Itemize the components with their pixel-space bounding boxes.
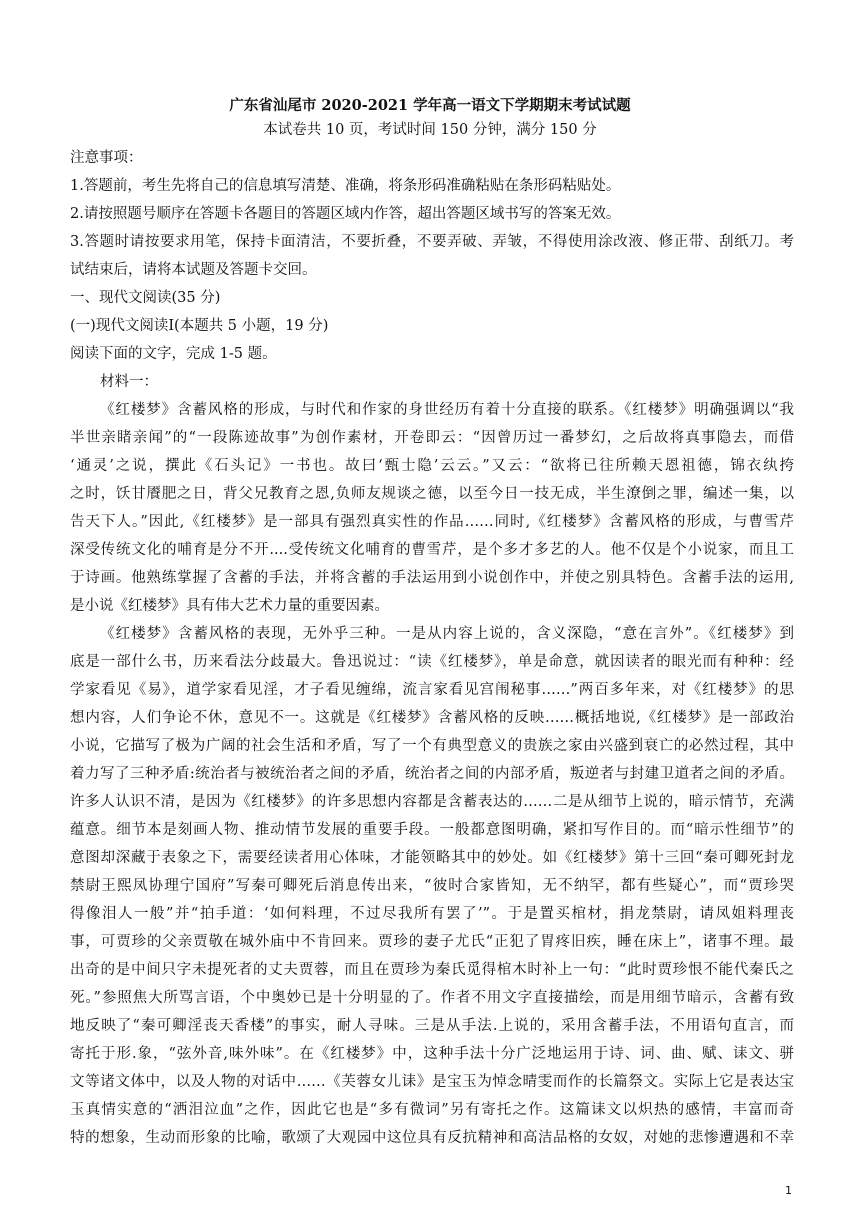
paragraph-2-line: 《红楼梦》含蓄风格的表现，无外乎三种。一是从内容上说的，含义深隐，“意在言外”。《红楼梦》到 (100, 626, 794, 642)
paragraph-2-line: 意图却深藏于表象之下，需要经读者用心体味，才能领略其中的妙处。如《红楼梦》第十三回“秦可卿死封龙 (70, 850, 794, 866)
section-heading: 一、现代文阅读(35 分) (70, 290, 221, 306)
paragraph-2-line: 小说，它描写了极为广阔的社会生活和矛盾，写了一个有典型意义的贵族之家由兴盛到衰亡的必然过程，其中 (70, 738, 794, 754)
paragraph-2-line: 蕴意。细节本是刻画人物、推动情节发展的重要手段。一般都意图明确，紧扣写作目的。而“暗示性细节”的 (70, 822, 794, 838)
paragraph-2-line: 禁尉王熙凤协理宁国府”写秦可卿死后消息传出来，“彼时合家皆知，无不纳罕，都有些疑心”，而“贾珍哭 (70, 878, 794, 894)
paragraph-1-line: 是小说《红楼梦》具有伟大艺术力量的重要因素。 (70, 598, 389, 614)
paragraph-1-line: 告天下人。”因此,《红楼梦》是一部具有强烈真实性的作品……同时,《红楼梦》含蓄风格的形成，与曹雪芹 (70, 514, 794, 530)
paragraph-1-line: 《红楼梦》含蓄风格的形成，与时代和作家的身世经历有着十分直接的联系。《红楼梦》明确强调以“我 (100, 402, 794, 418)
paragraph-2-line: 玉真情实意的“洒泪泣血”之作，因此它也是“多有微词”另有寄托之作。这篇诔文以炽热的感情，丰富而奇 (70, 1102, 794, 1118)
paragraph-2-line: 得像泪人一般”并“拍手道：‘如何料理，不过尽我所有罢了’”。于是置买棺材，捐龙禁尉，请凤姐料理丧 (70, 906, 794, 922)
paragraph-2-line: 学家看见《易》，道学家看见淫，才子看见缠绵，流言家看见宫闱秘事……”两百多年来，对《红楼梦》的思 (70, 682, 794, 698)
material-label: 材料一： (100, 374, 158, 390)
paragraph-1-line: 深受传统文化的哺育是分不开....受传统文化哺育的曹雪芹，是个多才多艺的人。他不仅是个小说家，而且工 (70, 542, 794, 558)
paragraph-1-line: 于诗画。他熟练掌握了含蓄的手法，并将含蓄的手法运用到小说创作中，并使之别具特色。含蓄手法的运用, (70, 570, 794, 586)
paragraph-2-line: 着力写了三种矛盾:统治者与被统治者之间的矛盾，统治者之间的内部矛盾，叛逆者与封建卫道者之间的矛盾。 (70, 766, 794, 782)
exam-title: 广东省汕尾市 2020-2021 学年高一语文下学期期末考试试题 (229, 97, 631, 114)
paragraph-2-line: 地反映了“秦可卿淫丧天香楼”的事实，耐人寻味。三是从手法.上说的，采用含蓄手法，不用语句直言，而 (70, 1018, 794, 1034)
paragraph-2-line: 出奇的是中间只字未提死者的丈夫贾蓉，而且在贾珍为秦氏觅得棺木时补上一句：“此时贾珍恨不能代秦氏之 (70, 962, 794, 978)
paragraph-2-line: 底是一部什么书，历来看法分歧最大。鲁迅说过：“读《红楼梦》，单是命意，就因读者的眼光而有种种：经 (70, 654, 794, 670)
paragraph-1-line: ‘通灵’之说，撰此《石头记》一书也。故曰‘甄士隐’云云。”又云：“欲将已往所赖天恩祖德，锦衣纨挎 (70, 458, 794, 474)
paragraph-2-line: 死。”参照焦大所骂言语，个中奥妙已是十分明显的了。作者不用文字直接描绘，而是用细节暗示，含蓄有致 (70, 990, 794, 1006)
note-item-1: 1.答题前，考生先将自己的信息填写清楚、准确，将条形码准确粘贴在条形码粘贴处。 (70, 178, 621, 194)
paragraph-2-line: 事，可贾珍的父亲贾敬在城外庙中不肯回来。贾珍的妻子尤氏“正犯了胃疼旧疾，睡在床上”，诸事不理。最 (70, 934, 794, 950)
paragraph-1-line: 半世亲睹亲闻”的“一段陈迹故事”为创作素材，开卷即云：“因曾历过一番梦幻，之后故将真事隐去，而借 (70, 430, 794, 446)
subsection-heading: (一)现代文阅读Ⅰ(本题共 5 小题，19 分) (70, 318, 329, 334)
page-number: 1 (785, 1184, 792, 1197)
paragraph-1-line: 之时，饫甘餍肥之日，背父兄教育之恩,负师友规谈之德，以至今日一技无成，半生潦倒之罪，编述一集，以 (70, 486, 794, 502)
paragraph-2-line: 文等诸文体中，以及人物的对话中……《芙蓉女儿诔》是宝玉为悼念晴雯而作的长篇祭文。实际上它是表达宝 (70, 1074, 794, 1090)
paragraph-2-line: 许多人认识不清，是因为《红楼梦》的许多思想内容都是含蓄表达的……二是从细节上说的，暗示情节，充满 (70, 794, 794, 810)
paragraph-2-line: 寄托于形.象，“弦外音,味外味”。在《红楼梦》中，这种手法十分广泛地运用于诗、词、曲、赋、诔文、骈 (70, 1046, 794, 1062)
note-item-3-line-1: 3.答题时请按要求用笔，保持卡面清洁，不要折叠，不要弄破、弄皱，不得使用涂改液、修正带、刮纸刀。考 (70, 234, 794, 250)
exam-subtitle: 本试卷共 10 页，考试时间 150 分钟，满分 150 分 (263, 122, 597, 138)
paragraph-2-line: 想内容，人们争论不休，意见不一。这就是《红楼梦》含蓄风格的反映……概括地说,《红楼梦》是一部政治 (70, 710, 794, 726)
note-item-2: 2.请按照题号顺序在答题卡各题目的答题区域内作答，超出答题区域书写的答案无效。 (70, 206, 621, 222)
reading-instruction: 阅读下面的文字，完成 1-5 题。 (70, 346, 277, 362)
note-item-3-line-2: 试结束后，请将本试题及答题卡交回。 (70, 262, 317, 278)
paragraph-2-line: 特的想象，生动而形象的比喻，歌颂了大观园中这位具有反抗精神和高洁品格的女奴，对她的悲惨遭遇和不幸 (70, 1130, 794, 1146)
notes-heading: 注意事项： (70, 150, 143, 166)
